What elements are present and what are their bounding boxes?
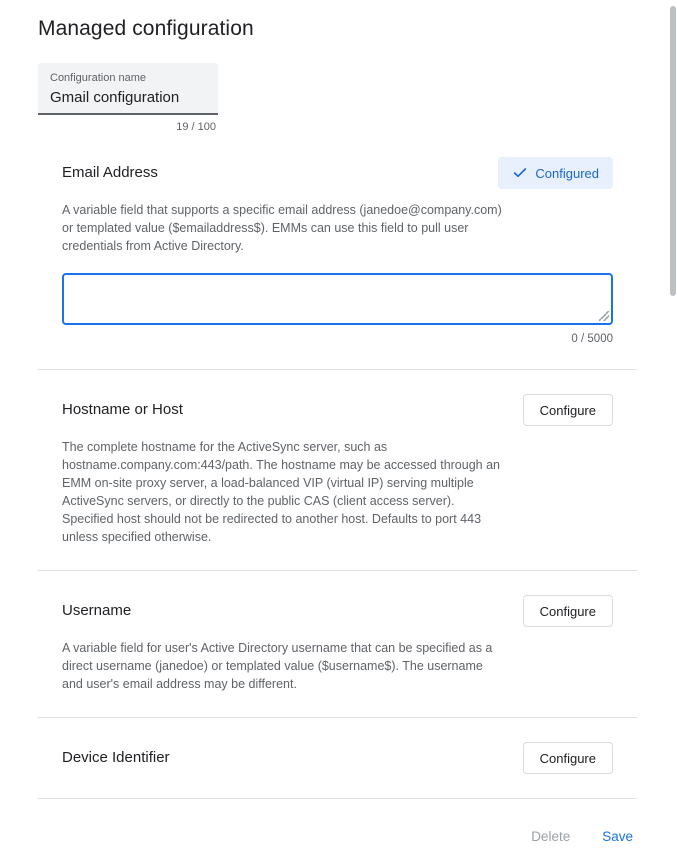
section-email-address [38,133,637,370]
configure-button-username[interactable]: Configure [523,595,613,627]
configure-button-device-identifier[interactable]: Configure [523,742,613,774]
configuration-name-counter: 19 / 100 [176,121,216,133]
email-address-textarea-box[interactable] [62,273,613,325]
save-button[interactable]: Save [590,821,645,852]
configuration-name-field[interactable] [38,63,218,115]
section-header [62,157,613,189]
section-title-username: Username [62,602,132,619]
email-address-counter: 0 / 5000 [571,333,613,345]
section-hostname-or-host [38,370,637,571]
section-device-identifier [38,718,637,799]
configuration-name-input[interactable]: Gmail configuration [50,89,180,106]
configuration-name-field-wrap [38,63,218,133]
scrollbar-thumb[interactable] [670,6,676,296]
page-title: Managed configuration [38,17,254,40]
footer-actions [0,810,669,861]
section-header [62,394,613,426]
check-icon [512,165,528,181]
configure-button-hostname-or-host[interactable]: Configure [523,394,613,426]
section-description-hostname-or-host: The complete hostname for the ActiveSync server, such as hostname.company.com:443/path. The hostname may be accessed through an EMM on-site proxy server, a load-balanced VIP (virtual IP) serving multiple ActiveSync servers, or directly to the public CAS (client access server). Specified host should not be redirected to another host. Defaults to port 443 unless specified otherwise. [62,440,500,544]
section-title-hostname-or-host: Hostname or Host [62,401,183,418]
section-header [62,742,613,774]
section-description-email-address: A variable field that supports a specific email address (janedoe@company.com) or templated value ($emailaddress$). EMMs can use this field to pull user credentials from Active Directory. [62,203,502,253]
scrollbar-track[interactable] [669,0,677,810]
section-title-device-identifier: Device Identifier [62,749,170,766]
section-description-username: A variable field for user's Active Directory username that can be specified as a direct username (janedoe) or templated value ($username$). The username and user's email address may be different. [62,641,493,691]
delete-button[interactable]: Delete [519,821,582,852]
configured-chip-label: Configured [535,165,599,181]
section-header [62,595,613,627]
configured-chip-email-address[interactable] [498,157,613,189]
section-title-email-address: Email Address [62,164,158,181]
email-address-input[interactable] [64,275,611,323]
section-username [38,571,637,718]
configuration-name-label: Configuration name [50,72,147,84]
